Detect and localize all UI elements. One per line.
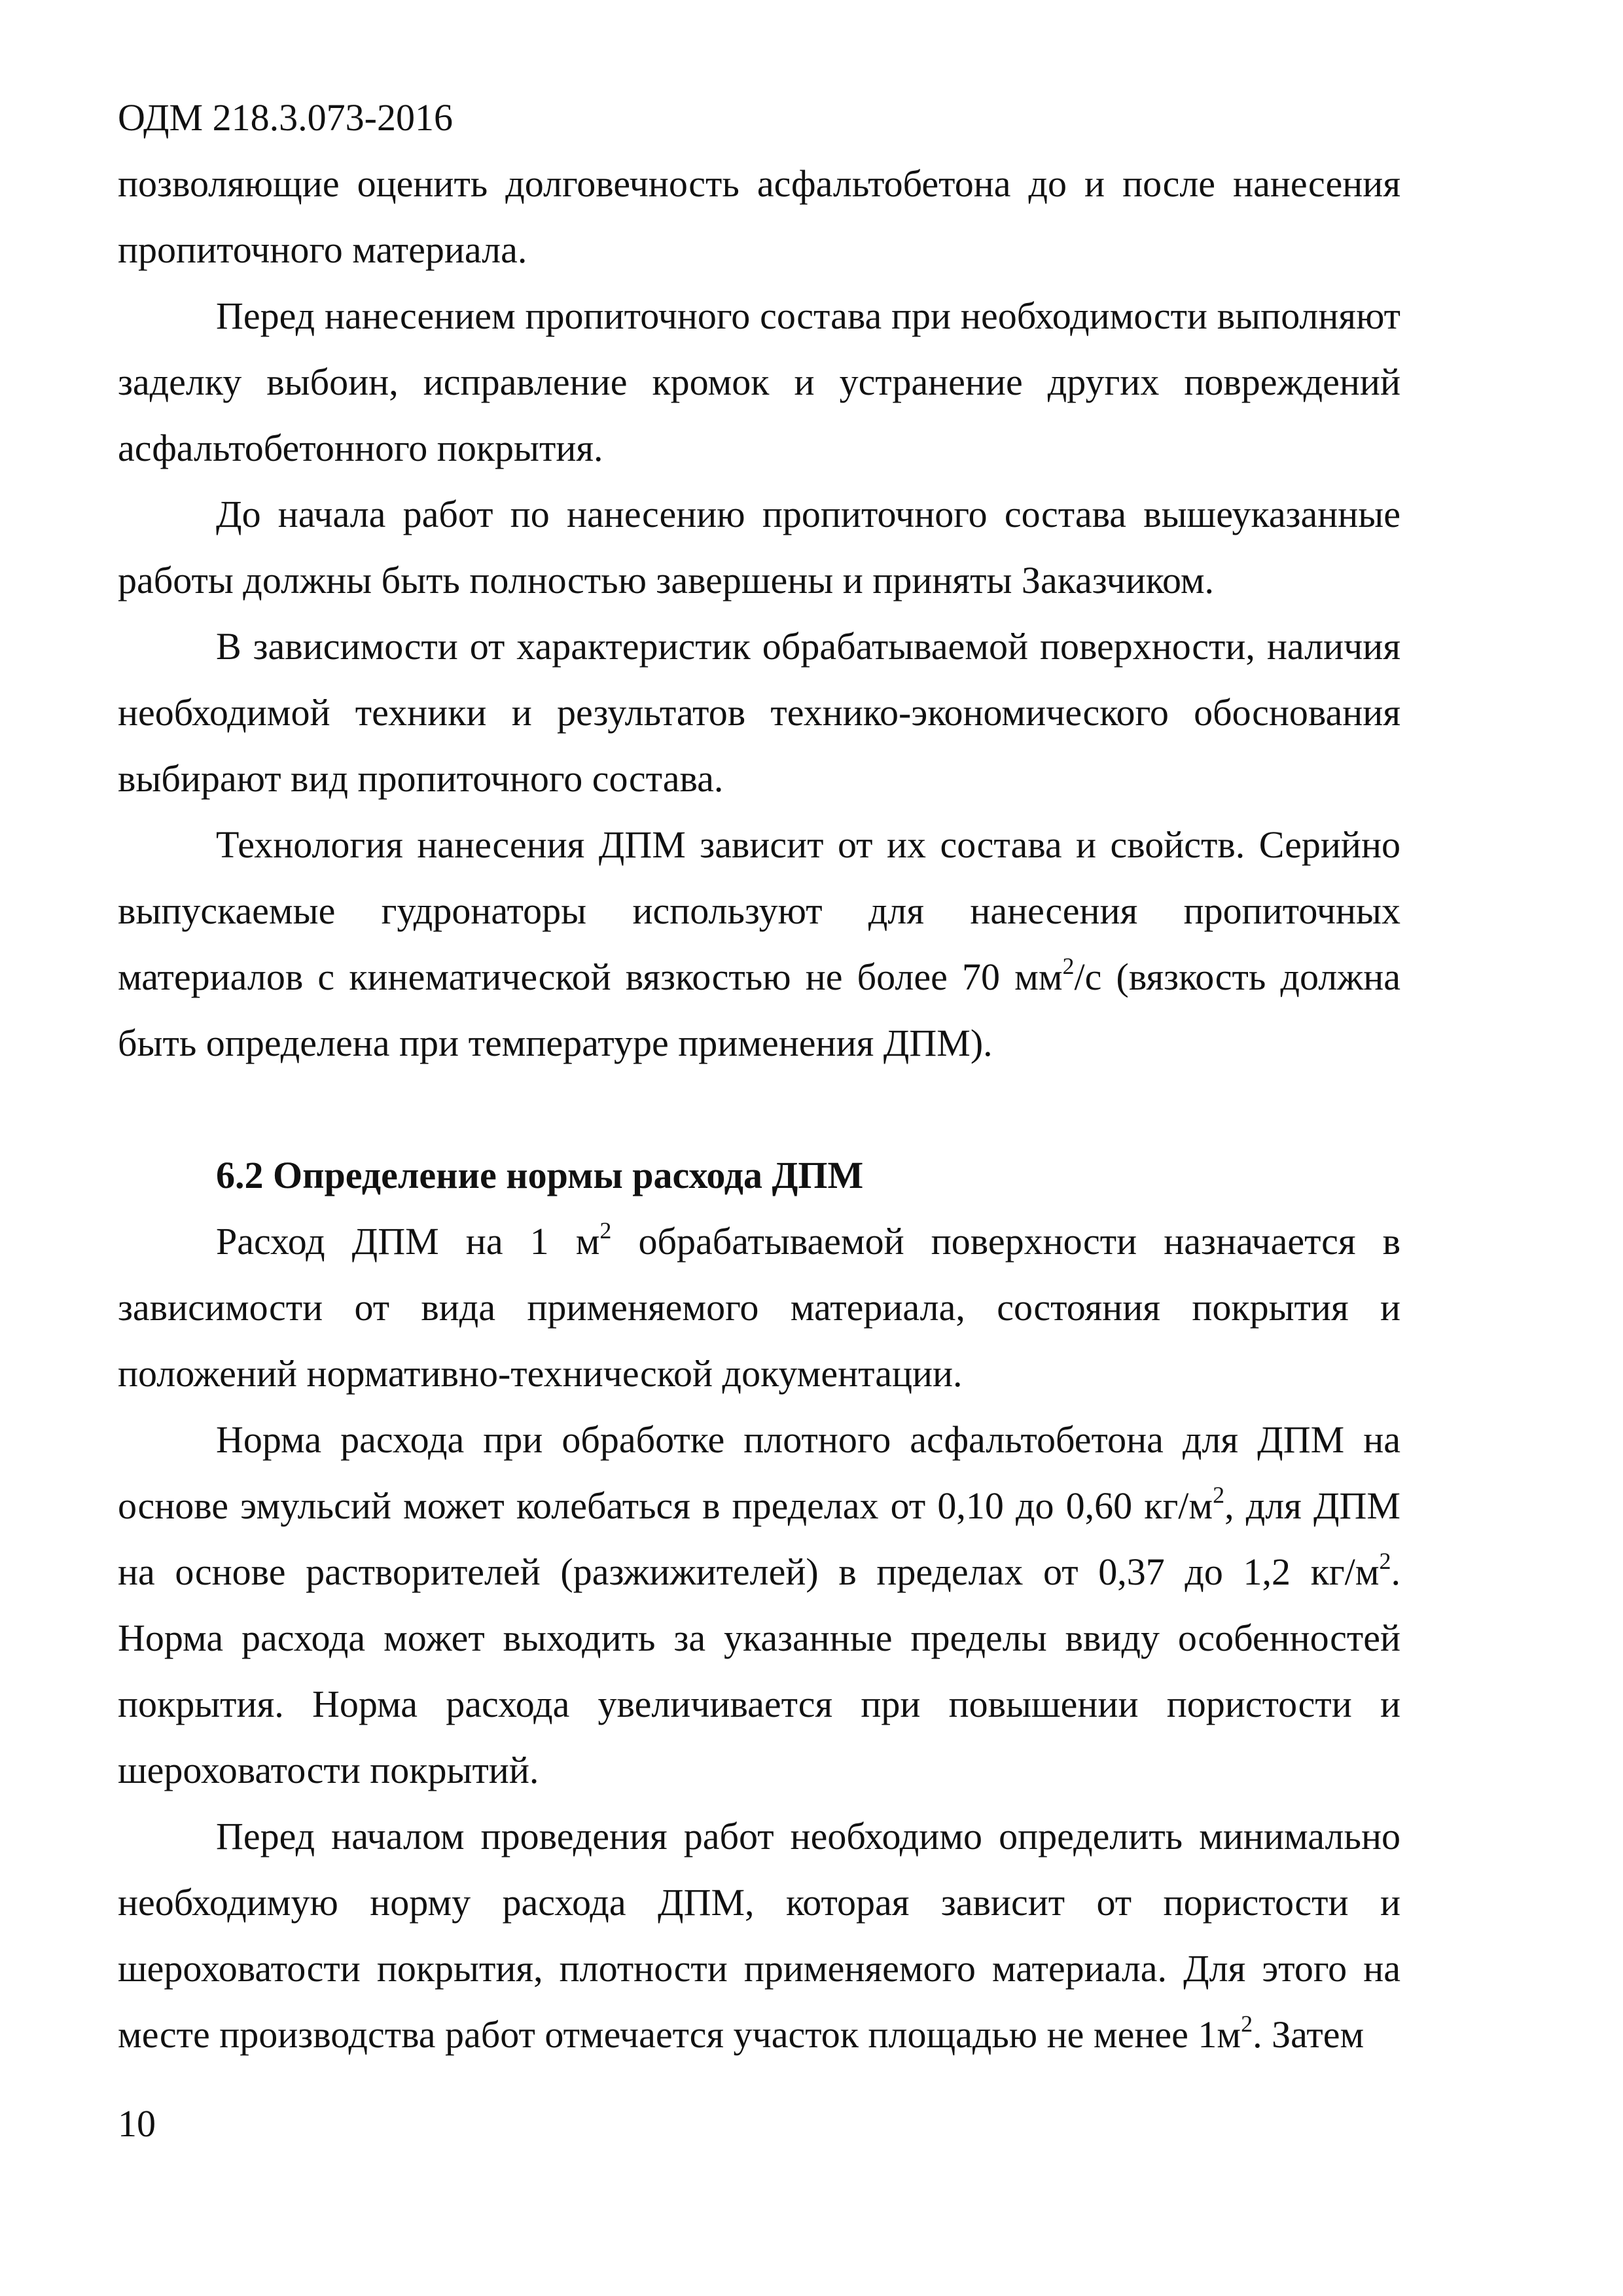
- section-heading: 6.2 Определение нормы расхода ДПМ: [216, 1154, 864, 1196]
- superscript: 2: [1379, 1548, 1391, 1574]
- paragraph-consumption: [118, 1208, 1400, 1407]
- text-run: Норма расхода при обработке плотного асфальтобетона для ДПМ на основе эмульсий может колебаться в пределах от 0,10 до 0,60 кг/м: [118, 1418, 1400, 1527]
- document-code-header: ОДМ 218.3.073-2016: [118, 96, 453, 139]
- text-run: Технология нанесения ДПМ зависит от их состава и свойств. Серийно выпускаемые гудронаторы используют для нанесения пропиточных материалов с кинематической вязкостью не более 70 мм: [118, 823, 1400, 998]
- paragraph-preparation: Перед нанесением пропиточного состава при необходимости выполняют заделку выбоин, исправление кромок и устранение других повреждений асфальтобетонного покрытия.: [118, 295, 1400, 469]
- paragraph-technology: [118, 812, 1400, 1076]
- body-text: [118, 151, 1400, 2068]
- paragraph-consumption-norm: [118, 1407, 1400, 1803]
- page-number: 10: [118, 2102, 156, 2145]
- text-run: . Норма расхода может выходить за указанные пределы ввиду особенностей покрытия. Норма расхода увеличивается при повышении пористости и шероховатости покрытий.: [118, 1551, 1400, 1791]
- text-run: Расход ДПМ на 1 м: [216, 1220, 600, 1263]
- paragraph-minimum-norm: [118, 1803, 1400, 2068]
- paragraph-completion: До начала работ по нанесению пропиточного состава вышеуказанные работы должны быть полностью завершены и приняты Заказчиком.: [118, 493, 1400, 601]
- text-run: Перед началом проведения работ необходимо определить минимально необходимую норму расхода ДПМ, которая зависит от пористости и шероховатости покрытия, плотности применяемого материала. Для этого на месте производства работ отмечается участок площадью не менее 1м: [118, 1815, 1400, 2056]
- superscript: 2: [1213, 1482, 1225, 1508]
- paragraph-selection: В зависимости от характеристик обрабатываемой поверхности, наличия необходимой техники и результатов технико-экономического обоснования выбирают вид пропиточного состава.: [118, 625, 1400, 800]
- paragraph-continued: позволяющие оценить долговечность асфальтобетона до и после нанесения пропиточного материала.: [118, 162, 1400, 271]
- superscript: 2: [1241, 2011, 1253, 2037]
- text-run: обрабатываемой поверхности назначается в зависимости от вида применяемого материала, состояния покрытия и положений нормативно-технической документации.: [118, 1220, 1400, 1395]
- text-run: , для ДПМ на основе растворителей (разжижителей) в пределах от 0,37 до 1,2 кг/м: [118, 1484, 1400, 1593]
- superscript: 2: [599, 1217, 612, 1244]
- text-run: . Затем: [1253, 2013, 1364, 2056]
- text-run: /с (вязкость должна быть определена при температуре применения ДПМ).: [118, 956, 1400, 1064]
- superscript: 2: [1062, 953, 1075, 979]
